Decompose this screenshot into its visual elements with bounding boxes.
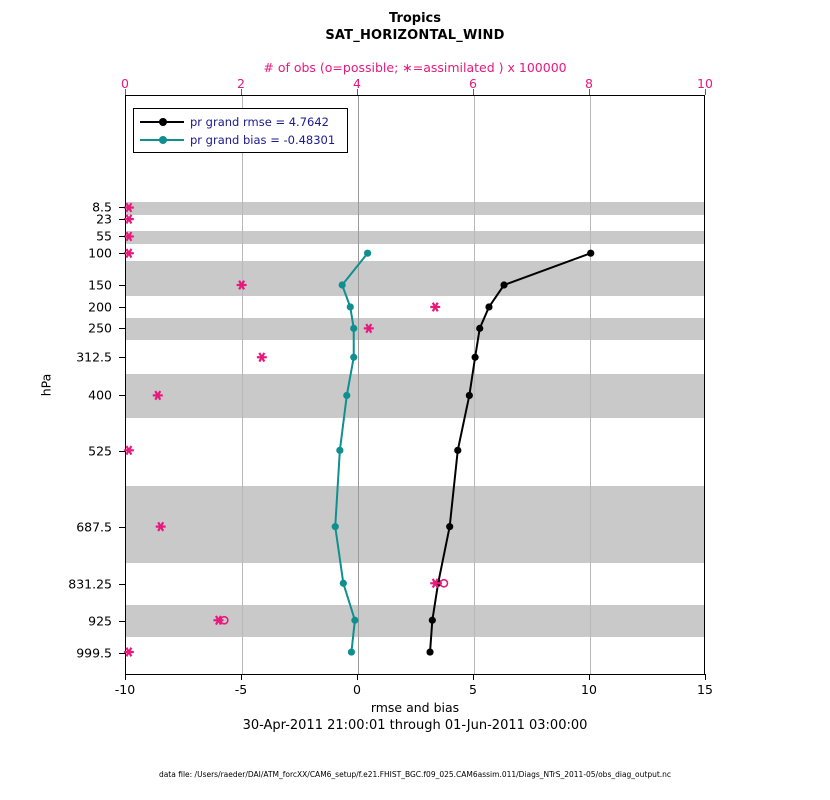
x-tick (705, 674, 706, 680)
x-tick (473, 674, 474, 680)
series-point (476, 325, 483, 332)
x-tick-label: 0 (353, 682, 361, 697)
series-point (364, 250, 371, 257)
y-tick (119, 653, 125, 654)
y-tick-label: 23 (96, 211, 112, 227)
series-point (500, 281, 507, 288)
series-point (587, 250, 594, 257)
obs-assimilated-marker (124, 446, 134, 455)
y-tick (119, 395, 125, 396)
x-tick (241, 674, 242, 680)
y-tick (119, 527, 125, 528)
x-tick (125, 674, 126, 680)
y-tick (119, 307, 125, 308)
chart-title (0, 10, 830, 44)
series-point (429, 617, 436, 624)
y-tick-label: 55 (96, 228, 112, 244)
y-tick-label: 400 (88, 387, 112, 403)
top-x-tick-label: 4 (353, 76, 361, 91)
data-file-label: data file: /Users/raeder/DAI/ATM_forcXX/CAM6_setup/f.e21.FHIST_BGC.f09_025.CAM6assim.011/Diags_NTrS_2011-05/obs_diag_output.nc (158, 770, 672, 779)
series-point (454, 447, 461, 454)
top-x-tick-label: 6 (469, 76, 477, 91)
series-point (350, 354, 357, 361)
series-point (446, 523, 453, 530)
obs-assimilated-marker (153, 391, 163, 400)
y-tick (119, 236, 125, 237)
top-x-tick-label: 2 (237, 76, 245, 91)
y-tick (119, 219, 125, 220)
series-point (343, 392, 350, 399)
series-point (351, 617, 358, 624)
legend (133, 108, 348, 153)
series-point (472, 354, 479, 361)
y-tick (119, 253, 125, 254)
x-tick-label: 5 (469, 682, 477, 697)
x-tick (589, 674, 590, 680)
y-tick (119, 451, 125, 452)
x-axis-title: rmse and bias (370, 700, 460, 715)
y-tick (119, 285, 125, 286)
y-tick (119, 357, 125, 358)
legend-item-bias (140, 131, 341, 149)
series-line (430, 253, 591, 652)
title-region: Tropics (389, 11, 441, 26)
y-tick-label: 925 (88, 613, 112, 629)
series-point (336, 447, 343, 454)
y-tick-label: 250 (88, 320, 112, 336)
obs-assimilated-marker (430, 303, 440, 312)
series-point (466, 392, 473, 399)
series-point (350, 325, 357, 332)
obs-assimilated-marker (124, 648, 134, 657)
y-tick-label: 831.25 (68, 576, 112, 592)
y-tick-label: 525 (88, 443, 112, 459)
plot-area (125, 95, 705, 675)
y-tick-label: 8.5 (92, 199, 112, 215)
y-tick-label: 150 (88, 277, 112, 293)
y-axis-title: hPa (38, 373, 54, 397)
series-point (485, 303, 492, 310)
legend-swatch-bias (140, 133, 184, 147)
y-tick-label: 999.5 (76, 645, 112, 661)
x-tick-label: 15 (697, 682, 713, 697)
x-tick (357, 674, 358, 680)
x-tick-label: -5 (234, 682, 248, 697)
obs-assimilated-marker (124, 249, 134, 258)
x-tick-label: -10 (114, 682, 136, 697)
obs-assimilated-marker (156, 522, 166, 531)
y-tick-label: 687.5 (76, 519, 112, 535)
obs-assimilated-marker (364, 324, 374, 333)
title-variable: SAT_HORIZONTAL_WIND (325, 28, 505, 43)
time-range-label: 30-Apr-2011 21:00:01 through 01-Jun-2011 03:00:00 (242, 718, 588, 733)
y-tick-label: 100 (88, 245, 112, 261)
y-tick (119, 207, 125, 208)
y-tick (119, 328, 125, 329)
series-point (347, 303, 354, 310)
x-tick-label: 10 (581, 682, 597, 697)
obs-assimilated-marker (124, 203, 134, 212)
series-point (339, 281, 346, 288)
legend-item-rmse (140, 113, 341, 131)
y-tick-label: 200 (88, 299, 112, 315)
series-point (340, 580, 347, 587)
obs-assimilated-marker (237, 281, 247, 290)
y-tick (119, 621, 125, 622)
top-x-tick-label: 0 (121, 76, 129, 91)
legend-label-rmse: pr grand rmse = 4.7642 (190, 115, 329, 129)
top-x-tick-label: 8 (585, 76, 593, 91)
legend-label-bias: pr grand bias = -0.48301 (190, 133, 336, 147)
top-x-tick-label: 10 (697, 76, 713, 91)
series-point (348, 648, 355, 655)
series-point (332, 523, 339, 530)
obs-assimilated-marker (124, 215, 134, 224)
y-tick-label: 312.5 (76, 349, 112, 365)
y-tick (119, 584, 125, 585)
series-layer (126, 96, 704, 674)
obs-assimilated-marker (124, 232, 134, 241)
top-axis-title: # of obs (o=possible; ∗=assimilated ) x 100000 (263, 60, 567, 75)
obs-assimilated-marker (257, 353, 267, 362)
legend-swatch-rmse (140, 115, 184, 129)
series-point (426, 648, 433, 655)
